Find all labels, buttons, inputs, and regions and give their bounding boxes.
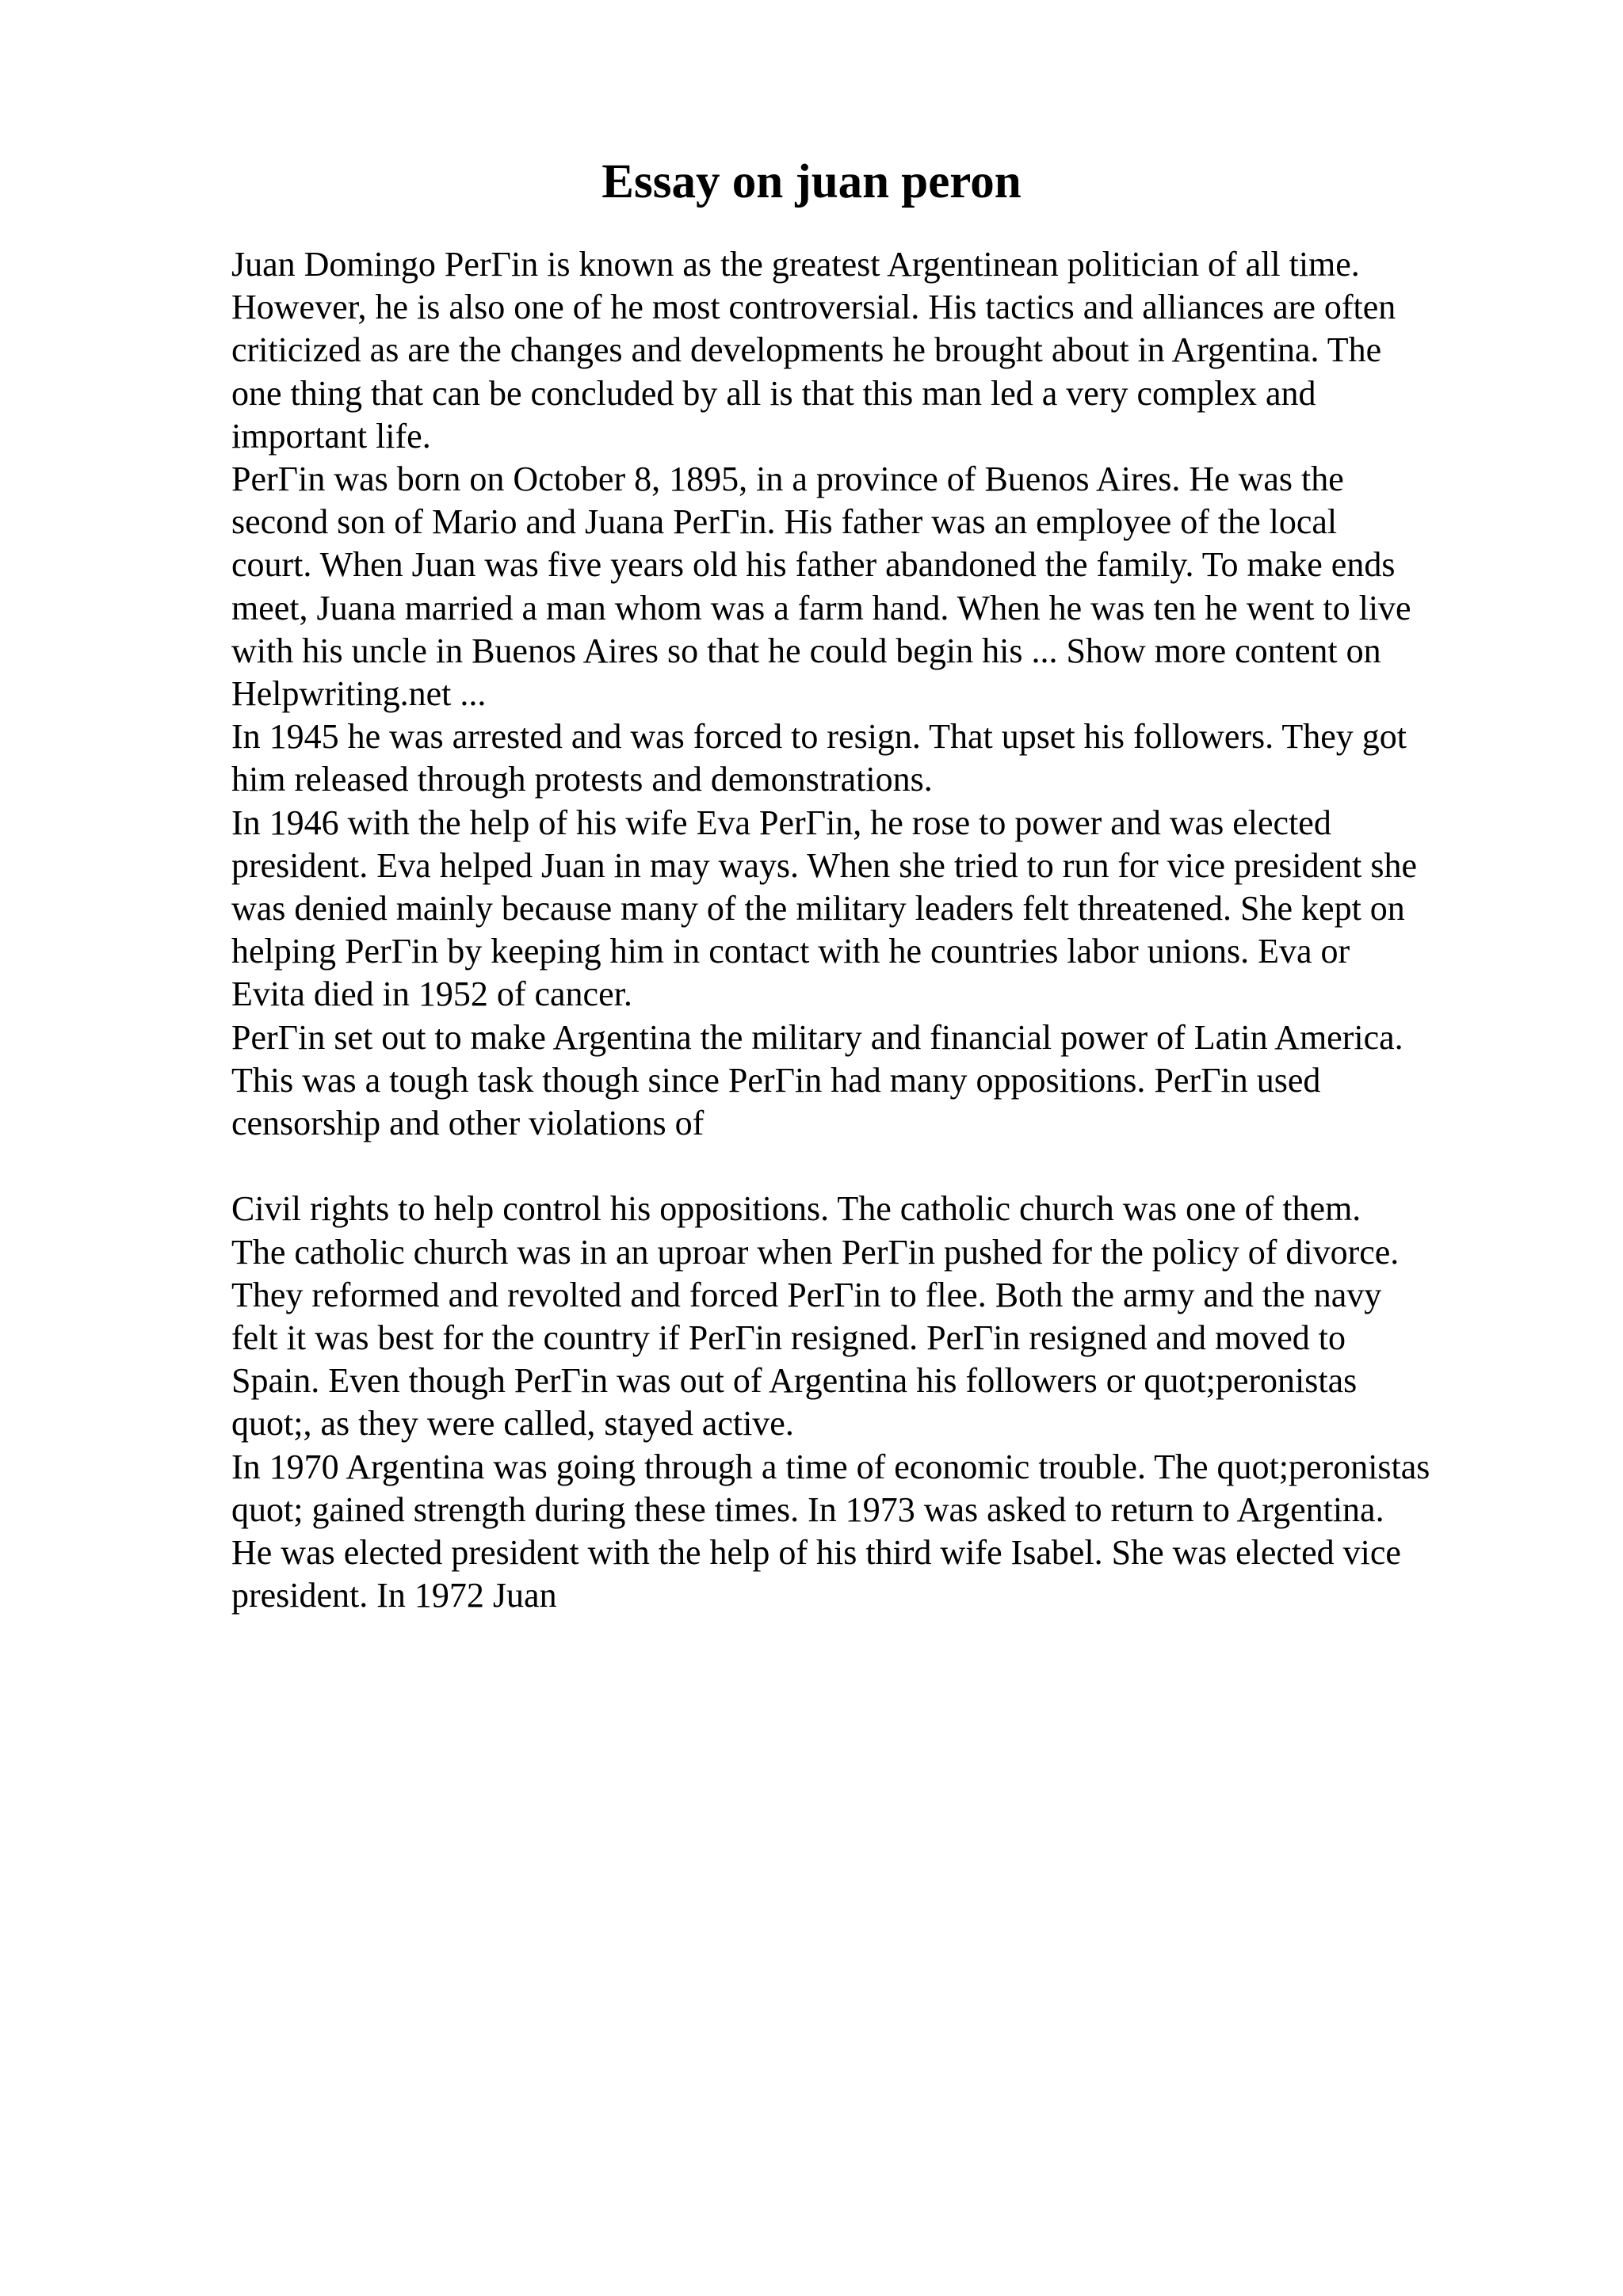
- text-line: president. In 1972 Juan: [231, 1576, 557, 1615]
- text-line: PerΓin was born on October 8, 1895, in a province of Buenos Aires. He was the: [231, 460, 1344, 499]
- text-line: In 1945 he was arrested and was forced to resign. That upset his followers. They got: [231, 717, 1407, 757]
- text-line: felt it was best for the country if PerΓin resigned. PerΓin resigned and moved to: [231, 1318, 1346, 1358]
- text-line: quot; gained strength during these times. In 1973 was asked to return to Argentina.: [231, 1489, 1384, 1529]
- text-line: helping PerΓin by keeping him in contact with he countries labor unions. Eva or: [231, 932, 1350, 971]
- text-line: In 1970 Argentina was going through a time of economic trouble. The quot;peronistas: [231, 1447, 1430, 1486]
- text-line: Evita died in 1952 of cancer.: [231, 974, 632, 1014]
- text-line: PerΓin set out to make Argentina the military and financial power of Latin America.: [231, 1017, 1403, 1057]
- document-title: Essay on juan peron: [601, 155, 1022, 208]
- text-line: second son of Mario and Juana PerΓin. His father was an employee of the local: [231, 502, 1338, 542]
- text-line: important life.: [231, 416, 431, 456]
- text-line: court. When Juan was five years old his father abandoned the family. To make ends: [231, 545, 1396, 585]
- text-line: president. Eva helped Juan in may ways. When she tried to run for vice president she: [231, 845, 1417, 885]
- text-line: one thing that can be concluded by all is that this man led a very complex and: [231, 373, 1316, 413]
- text-line: criticized as are the changes and developments he brought about in Argentina. The: [231, 330, 1382, 370]
- text-line: He was elected president with the help of his third wife Isabel. She was elected vice: [231, 1533, 1401, 1573]
- text-line: him released through protests and demonstrations.: [231, 760, 933, 799]
- text-line: However, he is also one of he most controversial. His tactics and alliances are often: [231, 288, 1396, 327]
- text-line: censorship and other violations of: [231, 1104, 705, 1143]
- text-line: with his uncle in Buenos Aires so that he could begin his ... Show more content on: [231, 631, 1381, 670]
- text-line: This was a tough task though since PerΓin had many oppositions. PerΓin used: [231, 1060, 1321, 1100]
- paragraph-gap: [231, 1145, 1531, 1188]
- text-line: Civil rights to help control his oppositions. The catholic church was one of them.: [231, 1189, 1361, 1229]
- text-line: meet, Juana married a man whom was a farm hand. When he was ten he went to live: [231, 588, 1411, 627]
- text-line: Spain. Even though PerΓin was out of Argentina his followers or quot;peronistas: [231, 1361, 1358, 1401]
- text-line: quot;, as they were called, stayed active.: [231, 1404, 794, 1444]
- text-line: They reformed and revolted and forced PerΓin to flee. Both the army and the navy: [231, 1275, 1382, 1314]
- text-line: Helpwriting.net ...: [231, 674, 487, 714]
- text-line: Juan Domingo PerΓin is known as the greatest Argentinean politician of all time.: [231, 245, 1360, 284]
- text-line: was denied mainly because many of the military leaders felt threatened. She kept on: [231, 889, 1405, 929]
- text-line: The catholic church was in an uproar when PerΓin pushed for the policy of divorce.: [231, 1232, 1400, 1272]
- document-body: [231, 243, 1531, 1617]
- text-line: In 1946 with the help of his wife Eva PerΓin, he rose to power and was elected: [231, 803, 1331, 842]
